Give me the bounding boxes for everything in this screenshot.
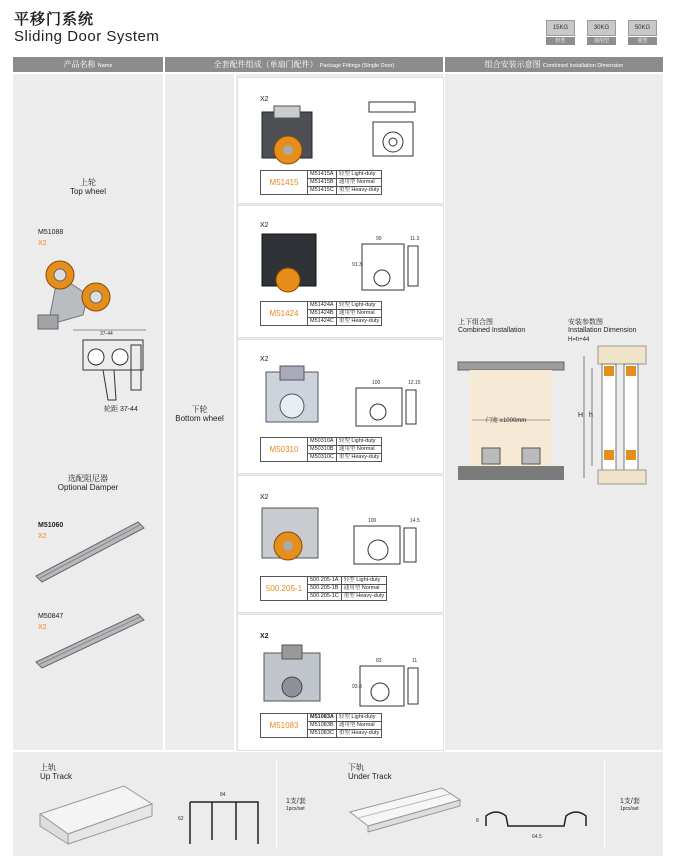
svg-text:62: 62	[178, 816, 184, 822]
svg-text:12.15: 12.15	[408, 380, 421, 386]
package-1-spec-table: M51415 M51415A 轻型 Light-duty M51415B 通用型 Normal M51415C 重型 Heavy-duty	[260, 170, 382, 195]
package-2-drawing	[350, 232, 426, 296]
combined-install-en: Combined Installation	[458, 327, 526, 334]
package-3-bracket-image	[262, 364, 322, 430]
weight-badge-50kg: 50KG 重型	[628, 20, 657, 45]
page-title-cn: 平移门系统	[14, 11, 95, 28]
svg-text:93.8: 93.8	[352, 684, 362, 690]
top-wheel-image	[28, 255, 158, 415]
under-track-profile	[478, 808, 596, 840]
svg-text:83: 83	[376, 658, 382, 664]
under-track-unit-en: 1pcs/set	[620, 806, 639, 812]
under-track-en: Under Track	[348, 772, 392, 781]
weight-badge-30kg: 30KG 通用型	[587, 20, 616, 45]
damper-label-en: Optional Damper	[57, 483, 119, 492]
label-h: h	[589, 412, 593, 419]
divider-up	[276, 760, 277, 848]
bottom-wheel-label-cn: 下轮	[191, 405, 208, 414]
svg-text:37-44: 37-44	[100, 331, 113, 337]
package-5-bracket-image	[258, 643, 328, 709]
damper1-code: M51060	[38, 522, 64, 529]
damper1-qty: X2	[38, 533, 47, 540]
package-3-spec-table: M50310 M50310A 轻型 Light-duty M50310B 通用型 Normal M50310C 重型 Heavy-duty	[260, 437, 382, 462]
weight-badge-15kg: 15KG 轻型	[546, 20, 575, 45]
top-wheel-label-cn: 上轮	[80, 178, 96, 187]
up-track-unit-en: 1pcs/set	[286, 806, 305, 812]
damper2-code: M50847	[38, 613, 64, 620]
install-dim-cn: 安装参数图	[568, 319, 603, 326]
package-4-spec-table: 500.205-1 500.205-1A 轻型 Light-duty 500.205-1B 通用型 Normal 500.205-1C 重型 Heavy-duty	[260, 576, 387, 601]
door-width-label: 门宽 ≥1000mm	[486, 418, 527, 424]
package-1-bracket-image	[258, 104, 318, 166]
package-1-drawing	[365, 98, 423, 162]
divider-under	[604, 760, 605, 848]
install-formula: H=h+44	[568, 337, 590, 343]
package-5-qty: X2	[260, 633, 269, 640]
svg-text:11: 11	[412, 658, 418, 664]
wheelbase-label: 轮距 37-44	[104, 406, 138, 413]
package-4-drawing	[350, 514, 426, 570]
top-wheel-code: M51088	[38, 229, 64, 236]
svg-text:99: 99	[376, 236, 382, 242]
label-H: H	[578, 412, 584, 419]
combined-install-cn: 上下组合图	[458, 319, 493, 326]
top-wheel-label-en: Top wheel	[69, 187, 107, 196]
svg-text:100: 100	[368, 518, 377, 524]
package-3-drawing	[350, 376, 426, 432]
svg-text:91.3: 91.3	[352, 262, 362, 268]
up-track-cn: 上轨	[40, 763, 56, 772]
under-track-image	[346, 782, 464, 838]
up-track-profile	[180, 790, 270, 846]
page-title-en: Sliding Door System	[14, 28, 160, 45]
damper2-qty: X2	[38, 624, 47, 631]
package-3-qty: X2	[260, 356, 269, 363]
up-track-en: Up Track	[40, 772, 73, 781]
header-fittings: 全套配件组成（单扇门配件） Package Fittings (Single Door)	[165, 57, 443, 72]
damper1-image	[34, 516, 148, 586]
bottom-wheel-label-en: Bottom wheel	[175, 414, 224, 423]
svg-text:64.5: 64.5	[532, 834, 542, 840]
package-2-bracket-image	[258, 230, 320, 298]
up-track-unit-cn: 1支/套	[286, 798, 306, 805]
top-wheel-qty: X2	[38, 240, 47, 247]
up-track-image	[38, 782, 156, 844]
package-4-qty: X2	[260, 494, 269, 501]
package-2-qty: X2	[260, 222, 269, 229]
svg-text:11.3: 11.3	[410, 236, 420, 242]
svg-text:8: 8	[476, 818, 479, 824]
under-track-cn: 下轨	[348, 763, 364, 772]
under-track-unit-cn: 1支/套	[620, 798, 640, 805]
install-dim-en: Installation Dimension	[568, 327, 637, 334]
header-name: 产品名称 Name	[13, 57, 163, 72]
package-1-qty: X2	[260, 96, 269, 103]
damper-label-cn: 选配阻尼器	[68, 474, 108, 483]
package-2-spec-table: M51424 M51424A 轻型 Light-duty M51424B 通用型 Normal M51424C 重型 Heavy-duty	[260, 301, 382, 326]
svg-text:14.5: 14.5	[410, 518, 420, 524]
damper2-image	[34, 606, 148, 670]
package-5-drawing	[350, 654, 426, 712]
svg-text:84: 84	[220, 792, 226, 798]
header-install: 组合安装示意图 Combined Installation Dimension	[445, 57, 663, 72]
package-5-spec-table: M51083 M51083A 轻型 Light-duty M51083B 通用型 Normal M51083C 重型 Heavy-duty	[260, 713, 382, 738]
svg-text:100: 100	[372, 380, 381, 386]
package-4-bracket-image	[258, 502, 324, 572]
